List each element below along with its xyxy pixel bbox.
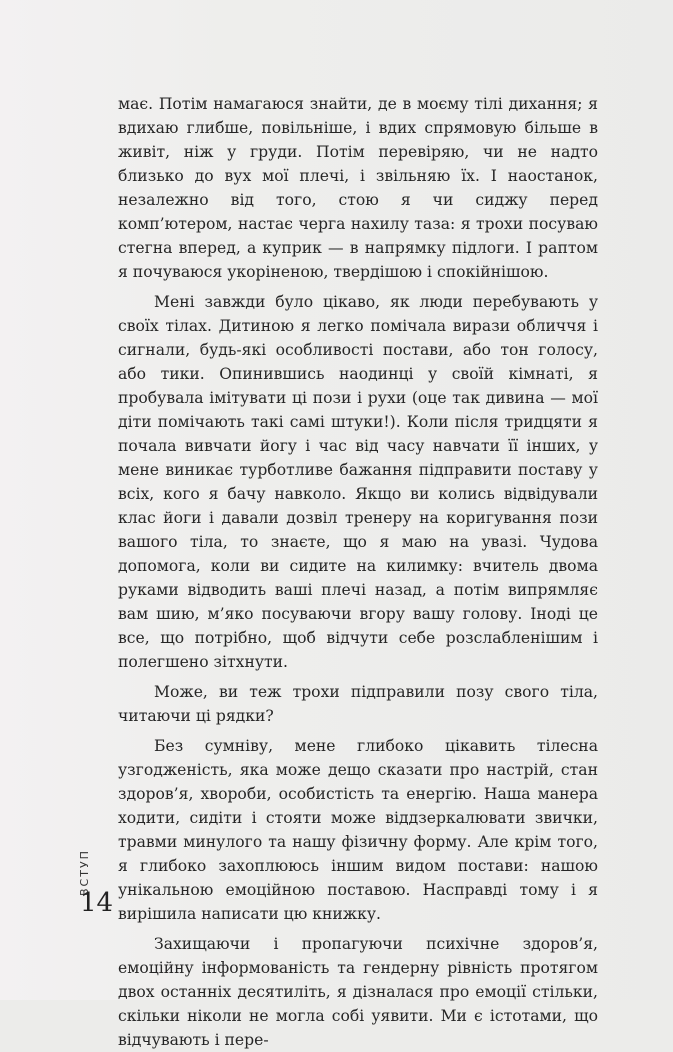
paragraph-1: має. Потім намагаюся знайти, де в моєму тілі дихання; я вдихаю глибше, повільніше, і вдих спрямовую більше в живіт, ніж у груди. Потім перевіряю, чи не надто близько до вух мої плечі, і звільняю їх. І наостанок, незалежно від того, стою я чи сиджу перед комп’ютером, настає черга нахилу таза: я трохи посуваю стегна вперед, а куприк — в напрямку підлоги. І раптом я почуваюся укоріненою, твердішою і спокійнішою. [118, 95, 598, 281]
paragraph-3: Може, ви теж трохи підправили позу свого тіла, читаючи ці рядки? [118, 683, 598, 725]
body-text [118, 92, 598, 1052]
paragraph-4: Без сумніву, мене глибоко цікавить тілесна узгодженість, яка може дещо сказати про настрій, стан здоров’я, хвороби, особистість та енергію. Наша манера ходити, сидіти і стояти може віддзеркалювати звички, травми минулого та нашу фізичну форму. Але крім того, я глибоко захоплююсь іншим видом постави: нашою унікальною емоційною поставою. Насправді тому і я вирішила написати цю книжку. [118, 737, 598, 923]
paragraph-5: Захищаючи і пропагуючи психічне здоров’я, емоційну інформованість та гендерну рівність протягом двох останніх десятиліть, я дізналася про емоції стільки, скільки ніколи не могла собі уявити. Ми є істотами, що відчувають і пере- [118, 935, 598, 1049]
page-number: 14 [80, 888, 114, 918]
paragraph-2: Мені завжди було цікаво, як люди перебувають у своїх тілах. Дитиною я легко помічала вирази обличчя і сигнали, будь-які особливості постави, або тон голосу, або тики. Опинившись наодинці у своїй кімнаті, я пробувала імітувати ці пози і рухи (оце так дивина — мої діти помічають такі самі штуки!). Коли після тридцяти я почала вивчати йогу і час від часу навчати її інших, у мене виникає турботливе бажання підправити поставу у всіх, кого я бачу навколо. Якщо ви колись відвідували клас йоги і давали дозвіл тренеру на коригування пози вашого тіла, то знаєте, що я маю на увазі. Чудова допомога, коли ви сидите на килимку: вчитель двома руками відводить ваші плечі назад, а потім випрямляє вам шию, м’яко посуваючи вгору вашу голову. Іноді це все, що потрібно, щоб відчути себе розслабленішим і полегшено зітхнути. [118, 293, 598, 671]
running-head: ВСТУП [78, 849, 91, 896]
